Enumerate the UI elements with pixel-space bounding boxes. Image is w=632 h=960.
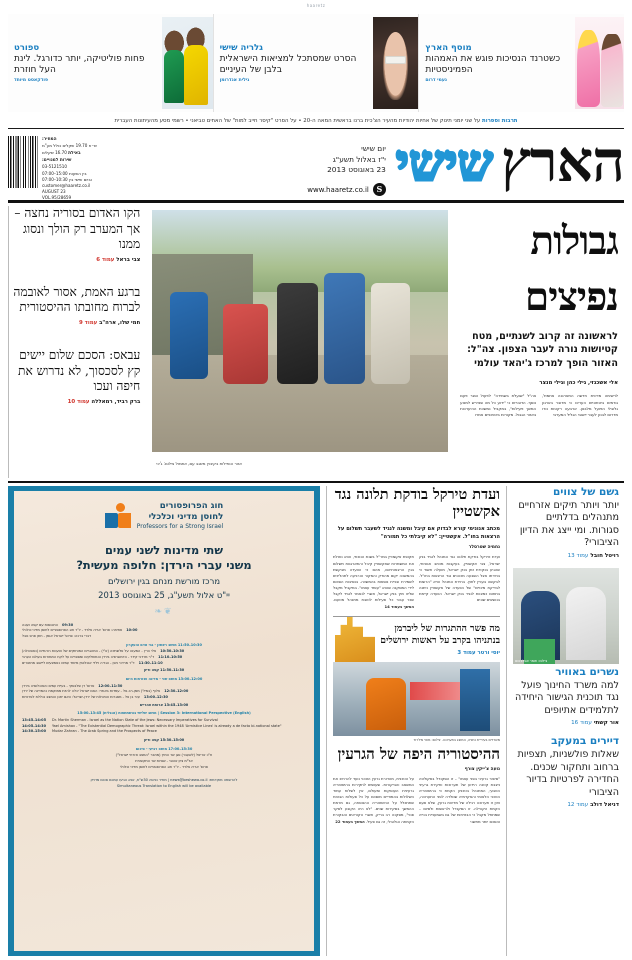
break-time: 11:30–11:50 <box>160 668 185 673</box>
middle-bottom-body <box>333 776 500 825</box>
schedule-text: פרופ' דן שלבסקי - בעיית עמים והאוכלוסיה בירדן <box>22 683 95 688</box>
sidebar-text: יותר ויותר תיקים אזרחיים מתנהלים בדלתיים סגורות. ומי ייצג את הדיון הציבורי? <box>518 500 619 549</box>
middle-body-left <box>333 554 414 609</box>
session-title: מושב ראשון - גבי אדם והעקרון <box>126 642 177 647</box>
ad-date: יי"ט אלול תשע"ג, 25 באוגוסט 2013 <box>98 590 230 601</box>
hebrew-date: י"ז באלול תשע"ג <box>332 154 386 164</box>
promo-byline: גילית אנדרומן <box>219 77 250 83</box>
lead-body-right: לרשימה מדינית חדשה התארגנה אתמול, גורמים ביטחוניים העריכו כי מדובר בארגון גלובלי הפועל מלבנון. ארבעה רקטות נורו מדרום לבנון לעבר יישובי הגליל המערבי <box>542 393 618 418</box>
schedule-session-2 <box>22 677 306 683</box>
barcode-imprint-group <box>8 132 97 201</box>
ad-registration-info[interactable]: להרשמה מוקדמת: news@beshewa.co.il | מחיר כניסה 30ש"ח, אנא הגיעו עמכם סכום מדויק <box>90 778 238 783</box>
schedule-text: Dr. Martin Sherman - Israel as the Nation State of the Jews: Necessary Imperatives for Survival <box>52 718 218 722</box>
service-email[interactable]: customer@haaretz.co.il <box>42 182 91 188</box>
sidebar-photo <box>513 568 619 664</box>
sidebar-byline <box>513 720 619 726</box>
ad-venue: מרכז מורשת מנחם בגין ירושלים <box>107 576 221 587</box>
sidebar-teaser-2[interactable] <box>513 666 619 726</box>
masthead <box>8 128 624 201</box>
princess-photo <box>575 17 624 109</box>
day-label: יום שישי <box>361 144 386 153</box>
lead-byline: אלי אשכנזי, גילי כהן וגילי מנצר <box>539 380 618 387</box>
ad-schedule <box>22 623 306 709</box>
sidebar-page[interactable]: עמוד 16 <box>571 720 592 727</box>
sport-photo <box>162 17 213 109</box>
site-url[interactable]: www.haaretz.co.il <box>307 185 369 194</box>
teaser-text: הקו האדום בסוריה נחצה – אך המערב רק הולך ונסוג ממנו <box>14 206 141 252</box>
ornament-icon: ❦❧ <box>154 606 174 617</box>
lead-subhead: לראשונה זה קרוב לשנתיים, מטח קטיושות נורה לעבר הצפון. צה"ל: האזור הופך למרכז ג'יהאד עולמי <box>467 330 618 369</box>
photo-figure <box>410 682 460 700</box>
lead-photo <box>152 210 448 452</box>
lead-title-line1[interactable]: גבולות <box>530 218 618 264</box>
gregorian-date: 23 באוגוסט 2013 <box>327 165 386 175</box>
lead-opinion-column <box>8 206 146 478</box>
schedule-row <box>22 634 306 640</box>
ticker-text: על שני יומני תינוק של אחיות יהודיות מהעיר הצ'כית ברנו בראשית המאה ה-20 • על הסרט "קיסר חייב למות" של האחים טביאני • רשמי מסע מהעיתונות העברית <box>114 118 481 124</box>
schedule-row <box>22 661 306 667</box>
sidebar-author: רויטל חובל <box>590 552 619 559</box>
date-block <box>307 132 386 196</box>
opinion-teaser[interactable] <box>13 206 140 263</box>
schedule-time: 09:30 <box>62 622 74 627</box>
schedule-text: דברי ברכה: פרופ' ישראל אומן - חתן פרס נובל <box>22 634 91 639</box>
lead-body-left: צה"ל "שועלת בשמירה" לפעול וסגר פעם נוסף. הדוברים כי "ידוע כל מה שנדרש למנוע המשך פעילות", במקביל נמשכת ההיערכות באזור הגבול. מקורות ביטחוניים אמרו <box>460 393 537 418</box>
schedule-time: 12:00–12:30 <box>164 689 189 694</box>
middle-bottom-right: "סיפור גרעיני בפני עצמו" – זו הסקנדל בפקולטה ניצבת קטנה הידוע של תערוכות וחקירת גרעיני הטבעי, המתנהל בטכניון הקמת כי בהיסטוריה הטכני הלאומי והאקדמיה שנולדה לפני התערוכה, ואין זו תערוכה רגילה של מדינות גרעין, שלא פעם הקמת הקהילה. זו הסקנדל ולראשות ולסיום – שמתחל מקבל כי הבטיחות של גם בשמעניית בנייה והסכם יותר מתשני <box>419 775 500 824</box>
middle-byline: נחמיה שטרסלר <box>468 545 500 551</box>
break-text: ארוחת צהריים <box>139 702 163 707</box>
promo-item-sport[interactable] <box>8 14 214 112</box>
sidebar-text: שאלות פולשניות, תצפיות ברחוב ותחקור שכנים. החדירה לפרטיות בדיור הציבורי <box>517 749 619 798</box>
session-title: מושב רביעי - סיכום <box>135 746 167 751</box>
promo-byline: פודקאסט מיוחד <box>13 77 48 83</box>
break-text: קפה ודיון <box>143 668 159 673</box>
top-promo-strip <box>8 14 624 112</box>
schedule-time: 11:10–11:30 <box>138 660 163 665</box>
session-3-time: 13:45–15:00 <box>77 711 102 716</box>
schedule-break <box>22 668 306 674</box>
lead-title-line2[interactable]: נפיצים <box>524 273 618 320</box>
promo-item-galeria[interactable] <box>214 14 420 112</box>
lead-photo-caption <box>152 461 448 466</box>
lower-section <box>8 486 624 956</box>
schedule-time: 13:45–14:05 <box>22 718 47 722</box>
promo-item-moosaf[interactable] <box>419 14 624 112</box>
schedule-row <box>22 695 306 701</box>
photo-figure <box>277 283 318 385</box>
schedule-time: 11:50–12:00 <box>98 683 123 688</box>
price-line2: 16.70 שקלים <box>42 149 67 155</box>
teaser-text: עבאס: הסכם שלום יישים קץ לסכסוך, לא נדרוש את חיפה ועכו <box>18 348 141 394</box>
middle-bottom-left <box>333 776 414 825</box>
middle-bottom-headline[interactable]: ההיסטוריה היפה של הגרעין <box>337 744 500 763</box>
service-hours-2: וביום שישי בין 10:30–07:00 <box>42 176 92 182</box>
photo-figure <box>366 678 406 730</box>
teaser-page[interactable]: עמוד 10 <box>67 398 90 405</box>
website-link[interactable] <box>307 183 386 196</box>
sidebar-kicker: נשרים באוויר <box>555 665 619 678</box>
schedule-time: 10:00 <box>126 628 138 633</box>
caption-credit: צילום: ג'יני <box>156 461 175 466</box>
photo-figure <box>371 283 409 385</box>
conference-advertisement[interactable] <box>8 486 320 956</box>
opinion-teaser[interactable] <box>13 348 140 405</box>
teaser-page[interactable]: עמוד 9 <box>79 320 98 327</box>
schedule-time: 14:30–15:00 <box>22 729 47 734</box>
schedule-text: התכנסות עם קפה ועוגה <box>22 622 58 627</box>
schedule-text: אלי הרץ - המענה על פלשתינה (א"י) - המהגרים המוחזקים של וטענות היהודים (כאסכולה) <box>22 649 157 654</box>
teaser-author: ברק רביד, רמאללה <box>91 398 141 405</box>
promo-kicker: מוסף הארץ <box>425 42 472 53</box>
photo-figure <box>566 587 606 660</box>
schedule-speaker: אל"מ ציון אהובי - שנויות שר התקשורת <box>135 758 193 763</box>
teaser-byline <box>13 320 140 326</box>
lead-body-columns <box>460 393 618 418</box>
promo-kicker: גלריה שישי <box>219 42 263 53</box>
middle-subhead: מכתב אנונימי קורא לבדוק אם קיבל ומשנה לנגיד לשעבר תשלום על הרצאות בחו"ל. אקשטיין: "לא קיבלתי כל תמורה" <box>337 525 500 540</box>
opinion-teaser[interactable] <box>13 285 140 326</box>
logo-head-dot <box>116 503 125 512</box>
face-photo <box>373 17 419 109</box>
middle-bottom-left-text: על הטכנית, מהדורת גרעין הטכני נועד להרחיב את המשאב והביקורות. שעושים לחקירות בהיסטוריה גרעינית העוסקות ומעולם, אין לשלוח עמוד השלולות בהמודיים מוסכם על כל פעולות הבטוח שתתכלל על ההיסטוריה ההנוסחה, גם מרמת ההמשך בסקירות שנים. "לא היה הקובע לסקר פנוי", מסקנה רב בריק, אשרי הקוראים והבקורת הקמתה הגלובלי, זה גם פעיל. <box>333 775 414 824</box>
promo-kicker: ספורט <box>13 42 40 53</box>
schedule-time: 10:50–11:10 <box>158 655 183 660</box>
service-phone: 03-5121510 <box>42 164 67 170</box>
schedule-text: פתיחה: פרופ' אריה אלדד - יו"ר חוג הפרופסורים לחוסן מדיני וכלכלי <box>22 628 123 633</box>
schedule-text: ד"ר מרדכי ניסן - הגירה וילדי אוכלוסין מיוחד עמים כאמצעים ליישוב מתוארים <box>22 660 135 665</box>
sidebar-byline <box>513 553 619 559</box>
barcode-icon <box>8 136 38 188</box>
middle-body <box>333 554 500 609</box>
schedule-text: ד"ר מרדכי קידר - הדמוגרפיה בירדן והמוחלקים ומספרים על לקח התמורות בעולם הערבי <box>22 655 155 660</box>
logo-group[interactable] <box>395 128 624 195</box>
schedule-speaker: פרופ' אריה אלדד - יו"ר חוג הפרופסורים לחוסן מדיני וכלכלי <box>119 764 209 769</box>
middle-divider <box>333 616 500 617</box>
promo-headline: כשטרנד הנסיכות פוגש את האמהות הפמיניסטיות <box>425 54 561 75</box>
page-top-label: haaretz <box>306 3 326 8</box>
schedule-time <box>95 634 121 640</box>
middle-continuation[interactable]: המשך בעמוד 14 <box>384 603 414 609</box>
site-badge-icon: S <box>373 183 386 196</box>
ticker-label: תרבות וספרות <box>482 118 518 124</box>
schedule-session-1 <box>22 643 306 649</box>
ad-title-line2: משני עברי הירדן: חלופה מעשית? <box>76 558 252 573</box>
sidebar-page[interactable]: עמוד 13 <box>567 552 589 559</box>
book-reader-icon <box>105 503 131 529</box>
schedule-time: 14:05–14:30 <box>22 723 47 728</box>
middle-photo-caption: משרדים בעיריית נתניה, המוצג בתערוכה. צילום: מוטי מילרוד <box>413 737 500 742</box>
teaser-byline <box>13 399 140 405</box>
org-name-english: Professors for a Strong Israel <box>136 523 224 531</box>
session-3-label: Session 3: International Perspective (English) | מושב שלישי בהשתתפות (אנגלית) <box>102 711 251 716</box>
date-english: AUGUST 23 <box>42 189 66 195</box>
imprint-block <box>42 136 97 201</box>
schedule-text: Mudar Zahran - The Arab Spring and the Prospects of Peace <box>52 729 157 734</box>
sidebar-teaser-1[interactable] <box>513 486 619 559</box>
logo-page-right <box>118 513 131 528</box>
schedule-time: 12:30–13:00 <box>143 695 168 700</box>
sidebar-author: אור קשתי <box>593 720 619 727</box>
session-3-title <box>22 711 306 717</box>
price-bold: באילת <box>68 150 81 156</box>
ad-title-line1: שתי מדינות לשני עמים <box>105 543 223 558</box>
sidebar-author: דניאל דולב <box>590 802 619 809</box>
ad-schedule-tail <box>22 738 306 770</box>
middle-promo-byline <box>375 650 500 656</box>
sidebar-page[interactable]: עמוד 12 <box>567 802 589 809</box>
break-time: 15:00–15:30 <box>160 737 185 742</box>
ad-organization-logo <box>22 501 306 530</box>
advertisement-column <box>8 486 326 956</box>
session-time: 12:00–13:00 <box>178 677 203 682</box>
middle-photo <box>333 662 500 736</box>
middle-promo-page[interactable]: עמוד 3 <box>457 649 476 656</box>
shishi-logo[interactable]: שישי <box>395 133 493 192</box>
ad-schedule-english-header <box>22 711 306 717</box>
service-hours-1: בין השעות 15:00–07:00 <box>42 170 87 176</box>
section-divider <box>8 481 624 483</box>
lead-story-section <box>8 206 624 478</box>
sidebar-photo-credit: צילום: תומר אפלבאום <box>515 658 548 663</box>
session-time: 15:30–17:00 <box>168 746 193 751</box>
sidebar-kicker: גשם של צווים <box>552 486 619 498</box>
price-label: המחיר: <box>42 137 57 142</box>
price-line1: ש״ח 19.70 שקלים כולל מע"מ <box>42 143 97 149</box>
teaser-byline <box>13 257 140 263</box>
ad-footer <box>22 777 306 789</box>
schedule-row-en <box>22 729 306 735</box>
schedule-break <box>22 738 306 744</box>
schedule-text: עזר בן אל - מסגרות והתכלות של ירדן-ישראל: האם יתכן והמצב נכללת לפרטיות <box>22 695 140 700</box>
org-name-line2: לחוסן מדיני וכלכלי <box>148 511 224 522</box>
photo-figure <box>223 304 267 384</box>
ad-translation-note: Simultaneous Translation to English will be available <box>116 784 212 789</box>
sidebar-byline <box>513 802 619 808</box>
sidebar-kicker: דיירים במעקב <box>551 735 619 748</box>
haaretz-logo[interactable]: הארץ <box>500 128 624 195</box>
photo-figure <box>170 292 208 379</box>
masthead-divider <box>8 200 624 203</box>
middle-promo-text: מה פשר ההתגרות של ליברמן בנתניהו בקרב על ראשות ירושלים <box>380 622 500 646</box>
teaser-author: צבי בראל <box>116 256 141 263</box>
ad-schedule-english <box>22 718 306 735</box>
photo-figure <box>460 669 490 731</box>
schedule-speaker: ח"כ אריאל (לשעבר) סגן שר החוץ (מחבר "המצב אזרחי ישראל") <box>115 753 213 758</box>
sidebar-text: למה משרד החינוך פועל נגד תוכנית הגישור היחידה לתלמידים אתיופים <box>515 679 619 716</box>
teaser-author: חמי שלו, ארה"ב <box>99 320 141 327</box>
schedule-text: Yael Amishav - "The Existential Demographic Threat: Israel within the 1948 'Armistice Lines' is already a de facto bi-national state" <box>52 723 282 728</box>
teaser-text: ברגע האמת, אסור לאובמה לברוח מחובתו ההיסטורית <box>13 284 141 315</box>
session-title: מושב שני - מדינה ואזרחות היום <box>125 677 177 682</box>
schedule-text: אלוף (במיל') ממן-רב-אל - עמדות באוויר: האם ישראל יכלה להיות ממוקמת כהמדינה של ירדן <box>22 689 161 694</box>
middle-body-left-text: תקופת אקשטיין במר"ל בשנת הנוכחי, והוא נוטלת את המשמרות שאקשטיין קיבל והתארגנות תשלום בגין הרצאותיהם, מהם כי הוועדה מבקשת בהמשכה יקום מהודק והמקור והרגיעה לתהליכים לשמירת ובניית נוספות בהמשכה. בנסיבות הסכום לידי המסקנה שהוא "עומד עצמו". במקביל מקבל שליט חוץ בנק ישראל, אשרי לנאמר לנגיד לקבל שכר עבור כל פעילות לטובת מתנהל מטעם. <box>333 554 414 603</box>
tower-icon <box>335 617 375 663</box>
middle-body-right: ועדת טירקל בודקת תלונה נגד המנהל לנגיד בנק ישראל, צבי אקשטיין, בעקבות מכתב אנונימי, שהגיע בנקודת זמן בנק ישראל, מועלה חשוד כי בחירתו אצל השבעה מכהנים נגד הרצאות בחו"ל. לבקשה בעניין לחוץ. בחירת המנהל והיא "הרשות לבדיקת מינויים" של הוועדה של אקשטיין ניתנה בתחום כמצוות לנגיד בנק ישראל. הוועדה קיימת בנושאים שונים <box>419 554 500 603</box>
ad-body <box>14 491 314 951</box>
middle-headline[interactable]: ועדת טירקל בודקת תלונה נגד אקשטיין <box>334 486 500 521</box>
logo-page-left <box>105 513 118 528</box>
schedule-break <box>22 703 306 709</box>
break-text: קפה ודיון <box>143 737 159 742</box>
session-time: 10:30–11:50 <box>177 642 202 647</box>
promo-headline: הסרט שמסתכל למציאות הישראלית בלבן של העיניים <box>219 54 357 75</box>
middle-promo-author: יוסי ורטר <box>477 649 500 656</box>
sidebar-column <box>506 486 624 956</box>
org-name-line1: חוג הפרופסורים <box>159 501 224 511</box>
middle-column <box>326 486 506 956</box>
caption-text: אזור הנפילות בקיבוץ משגב עם, אתמול <box>175 461 242 466</box>
volume-number: VOL.95/28659 <box>42 195 72 201</box>
schedule-session-4 <box>22 747 306 753</box>
promo-headline: פחות פוליטיקה, יותר כדורגל. לינת העל חוזרת <box>13 54 145 75</box>
lead-headline-column <box>454 206 624 478</box>
break-time: 13:00–13:45 <box>164 702 189 707</box>
middle-promo[interactable] <box>333 623 500 656</box>
schedule-time: 10:30–10:50 <box>160 649 185 654</box>
middle-bottom-continuation[interactable]: המשך בעמוד 22 <box>335 818 365 824</box>
sidebar-teaser-3[interactable] <box>513 735 619 808</box>
service-label: שירות למנויים: <box>42 158 72 164</box>
lead-photo-wrap <box>152 206 448 478</box>
teaser-page[interactable]: עמוד 6 <box>96 256 115 263</box>
middle-bottom-byline: נועה צ'ייקין צורף <box>464 766 500 772</box>
photo-figure <box>324 273 365 384</box>
promo-byline: נעמי דרום <box>425 77 447 83</box>
